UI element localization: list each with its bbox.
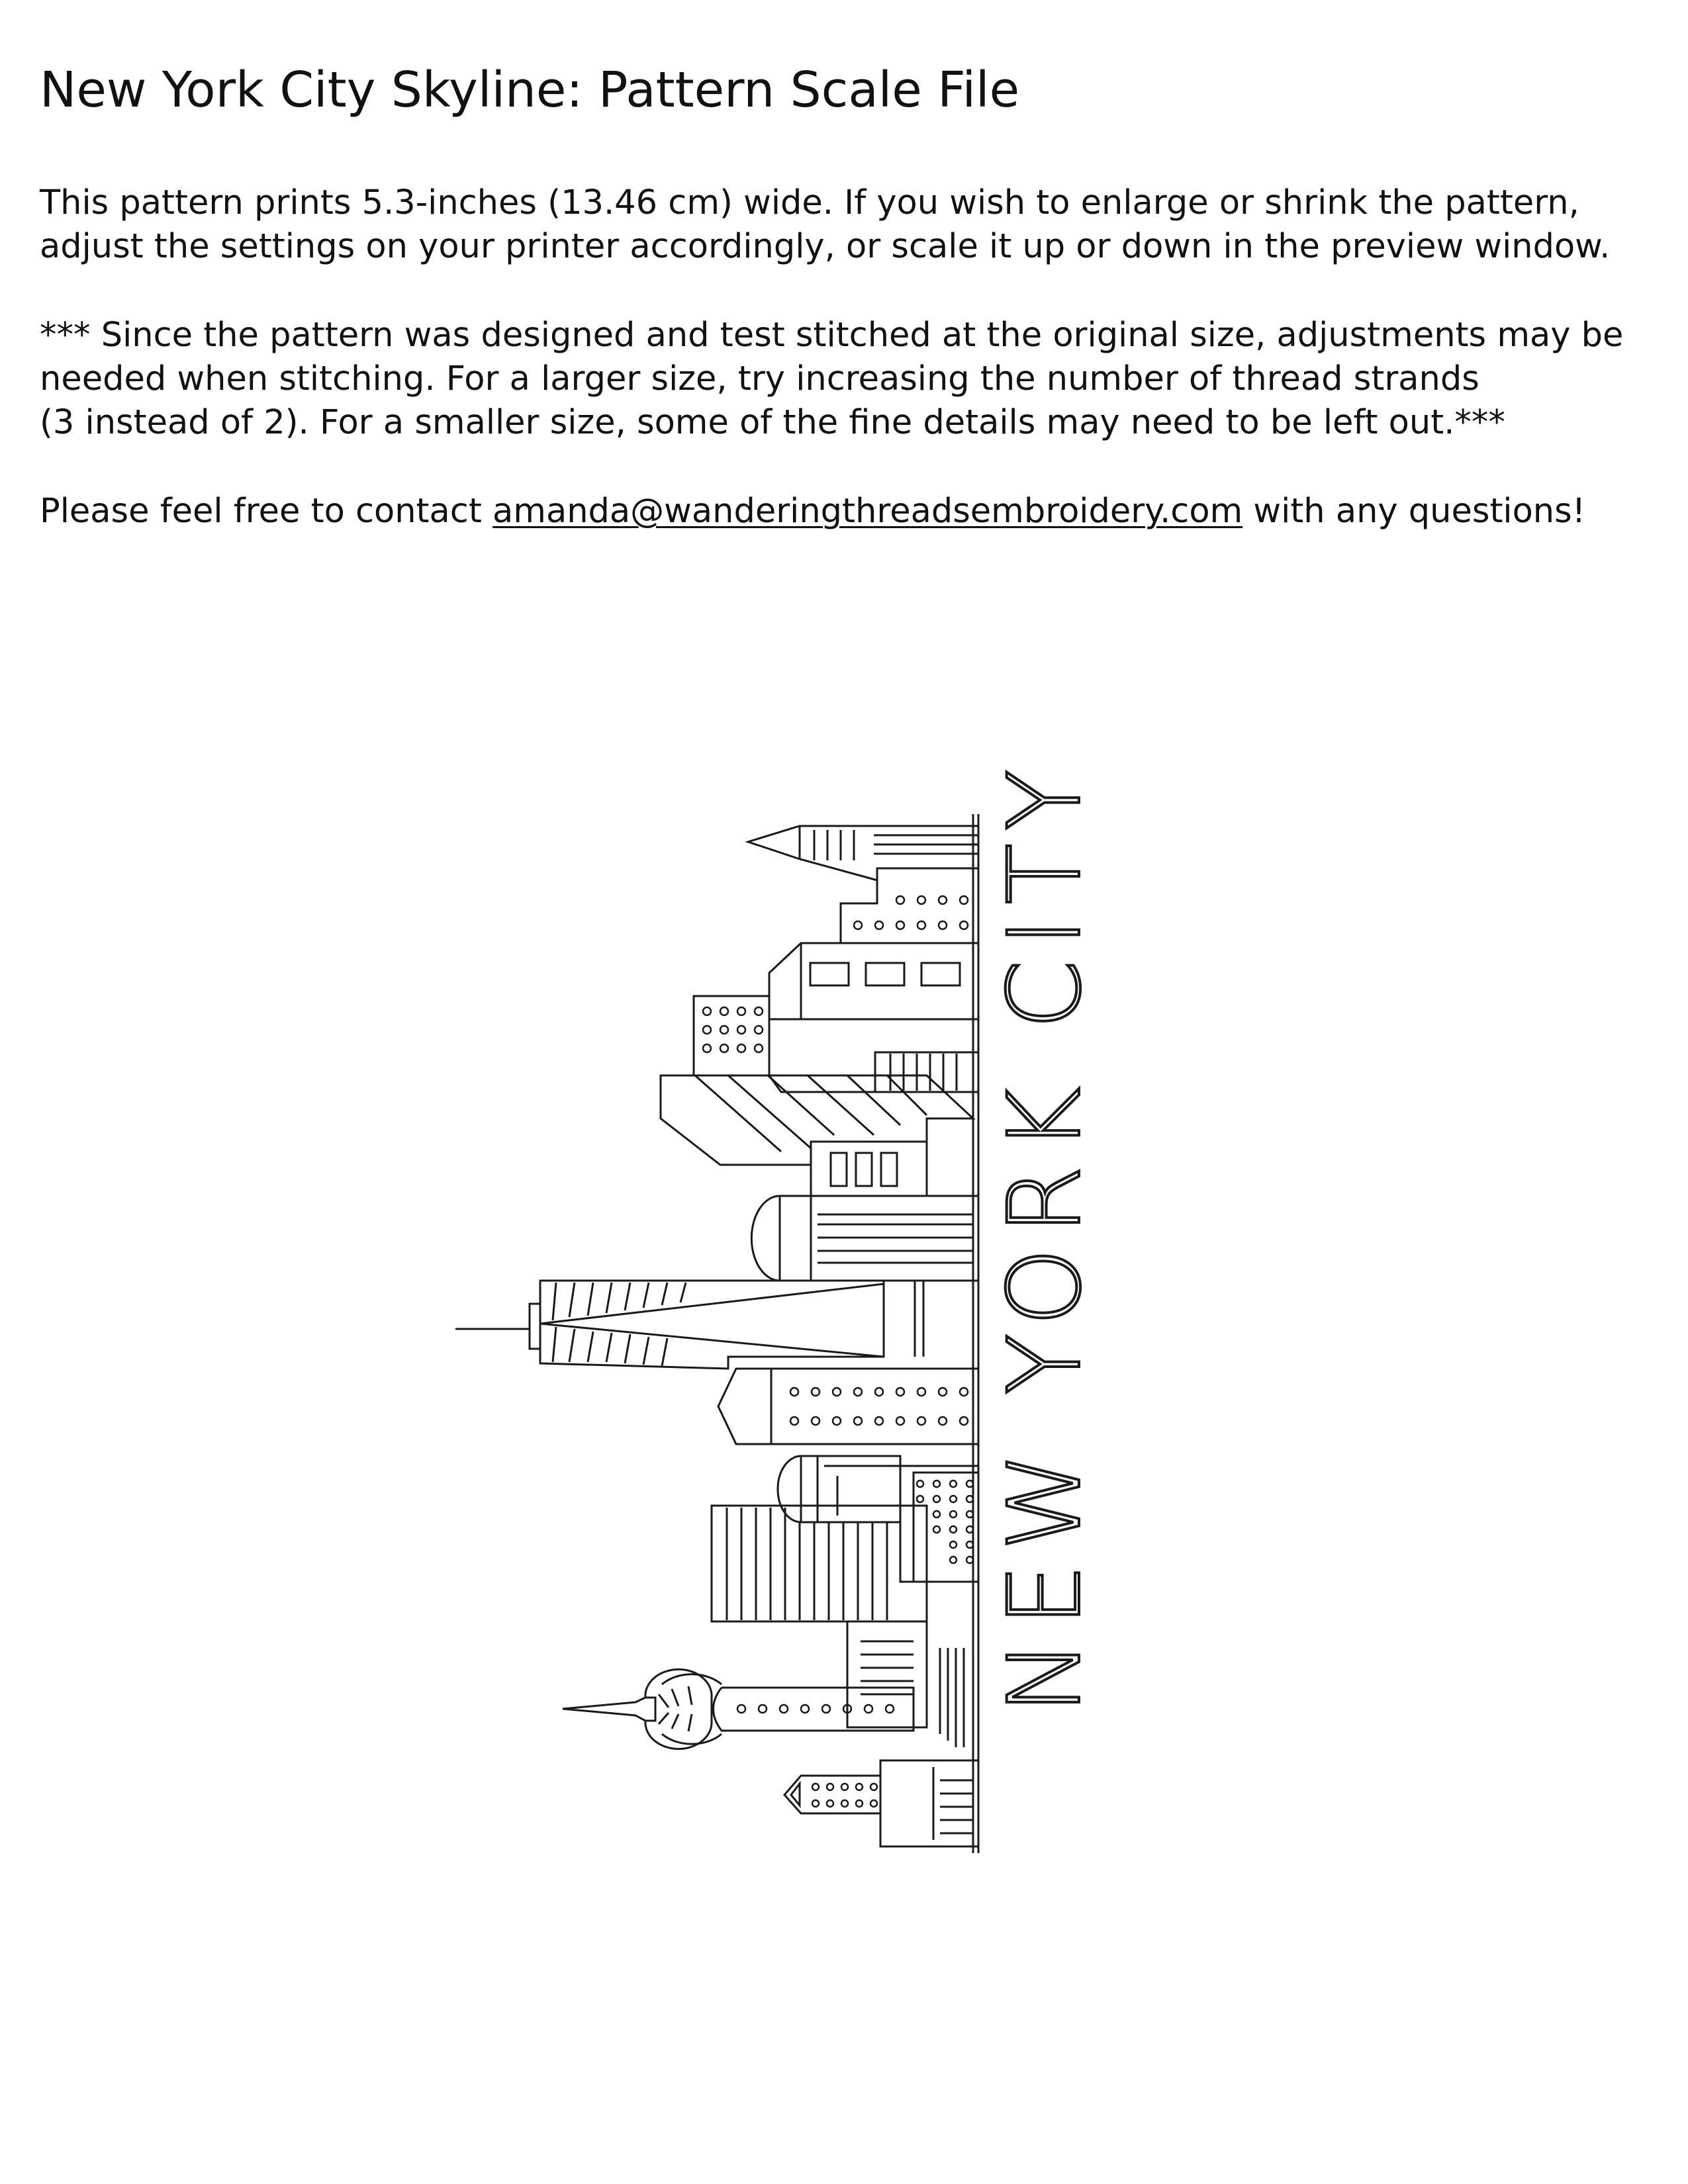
building-dome (751, 1196, 978, 1281)
building-dotted-grid (900, 1466, 978, 1582)
page-title: New York City Skyline: Pattern Scale File (40, 62, 1020, 118)
note-line-1: *** Since the pattern was designed and test stitched at the original size, adjustments may be (40, 316, 1624, 355)
building-vertical-stripes (712, 1456, 927, 1621)
scale-line-1: This pattern prints 5.3-inches (13.46 cm) wide. If you wish to enlarge or shrink the pattern, (40, 183, 1579, 222)
building-bottom (784, 1760, 978, 1846)
contact-text-after: with any questions! (1243, 492, 1586, 531)
email-link[interactable]: amanda@wanderingthreadsembroidery.com (492, 492, 1243, 531)
scale-line-2: adjust the settings on your printer accordingly, or scale it up or down in the preview window. (40, 227, 1611, 266)
building-dotted-top (841, 868, 978, 943)
building-long-spire (455, 1281, 923, 1369)
note-line-2: needed when stitching. For a larger size, try increasing the number of thread strands (40, 359, 1479, 398)
building-top-spire (748, 826, 978, 880)
building-dotted-mid (718, 1369, 978, 1444)
vertical-city-label: NEW YORK CITY (988, 756, 1103, 1714)
building-dotted-small (694, 996, 769, 1075)
note-line-3: (3 instead of 2). For a smaller size, some of the fine details may need to be left out.*** (40, 403, 1505, 442)
building-lined-lower (847, 1621, 964, 1747)
building-long-band (769, 1019, 978, 1092)
contact-text-before: Please feel free to contact (40, 492, 493, 531)
building-square-windows (769, 943, 978, 1019)
building-three-windows (811, 1142, 927, 1196)
